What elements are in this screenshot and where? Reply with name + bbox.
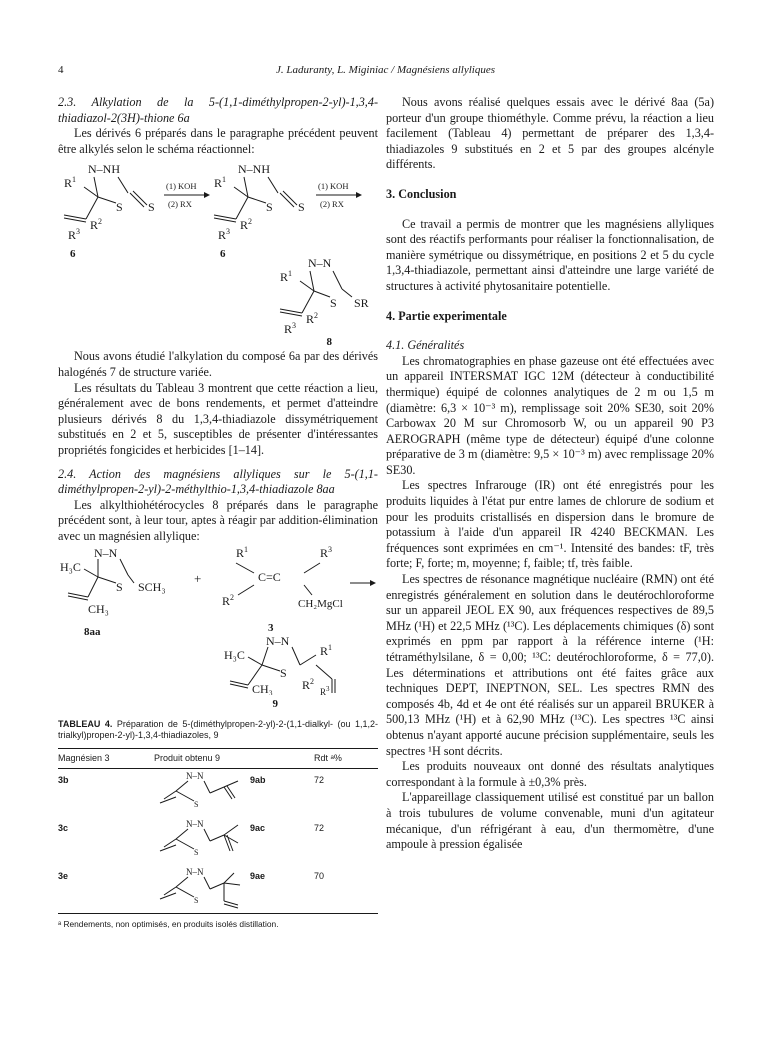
column-header: Produit obtenu 9: [154, 748, 314, 769]
yield-cell: 70: [314, 871, 325, 882]
plus-sign: +: [194, 570, 202, 586]
section-4-title: 4. Partie experimentale: [386, 308, 507, 323]
compound-label-8aa: 8aa: [84, 625, 101, 638]
r3-label: $R^3$: [284, 321, 297, 336]
n-nh-label: N–NH: [88, 162, 120, 177]
bond: [262, 665, 280, 671]
s-label: S: [194, 800, 199, 810]
bond: [268, 177, 278, 193]
r1-label: $R^1$: [236, 544, 249, 560]
section-2-3-title: 2.3. Alkylation de la 5-(1,1-diméthylpropen-2-yl)-1,3,4-thiadiazol-2(3H)-thione 6a: [58, 95, 378, 125]
r3-label: $R^3$: [68, 227, 81, 243]
bond: [176, 877, 188, 887]
yield-cell: 72: [314, 823, 325, 834]
s-label: S: [194, 848, 199, 858]
reaction-arrow-2: [316, 181, 362, 209]
bond: [314, 291, 330, 297]
bond: [98, 577, 116, 583]
paragraph: Les résultats du Tableau 3 montrent que cette réaction a lieu, généralement avec de bons rendements, et permet d'atteindre plusieurs dérivés 8 du 1,3,4-thiadiazole dissymétriquement substitués en 2 et 5, susceptibles de présenter d'intéressantes propriétés fongicides et herbicides [1–14].: [58, 380, 378, 457]
ch3-label: CH₃: [88, 601, 109, 616]
bond: [210, 883, 224, 889]
page-number: 4: [58, 64, 64, 76]
n-n-label: N–N: [186, 771, 204, 782]
paragraph: Nous avons réalisé quelques essais avec le dérivé 8aa (5a) porteur d'un groupe thiométhyle. Comme prévu, la réaction a lieu facilement (Tableau 4) permettant de préparer des 1,3,4-thiadiazoles 9 substitués en 2 et 5 par des groupes alcényle différents.: [386, 95, 714, 172]
sch3-label: SCH₃: [138, 579, 166, 594]
bond: [210, 787, 224, 793]
s-exo-label: S: [148, 200, 155, 215]
bond: [88, 577, 98, 597]
s-label: S: [194, 896, 199, 906]
product-cell: [154, 861, 314, 914]
step-koh: (1) KOH: [318, 181, 349, 192]
r3-label: $R^3$: [320, 684, 330, 695]
r2-label: $R^2$: [302, 676, 315, 692]
bond: [224, 781, 238, 787]
bond: [248, 657, 262, 665]
molecule-8: [280, 256, 369, 335]
bond: [236, 563, 254, 573]
table-footnote-row: [58, 914, 378, 933]
bond: [224, 787, 232, 799]
paragraph: Les dérivés 6 préparés dans le paragraphe précédent peuvent être alkylés selon le schéma réactionnel:: [58, 126, 378, 156]
product-label: 9ac: [250, 823, 266, 834]
bond: [316, 665, 332, 679]
molecule-6-right: [214, 162, 305, 242]
compound-label-3: 3: [268, 621, 274, 634]
compound-label-8: 8: [326, 336, 332, 349]
bond: [262, 647, 268, 665]
n-n-label: N–N: [94, 545, 118, 560]
product-label: 9ae: [250, 871, 266, 882]
running-head: J. Laduranty, L. Miginiac / Magnésiens allyliques: [275, 64, 496, 76]
paragraph: Les spectres Infrarouge (IR) ont été enregistrés pour les produits liquides à l'état pur entre lames de chlorure de sodium et pour les produits cristallisés en dispersion dans le bromure de potassium à l'aide d'un appareil IR 4240 BECKMAN. Les fréquences sont exprimées en cm⁻¹. Intensité des bandes: tF, très forte; F, forte; m, moyenne; f, faible; tf, très faible.: [386, 478, 714, 571]
n-nh-label: N–NH: [238, 162, 270, 177]
paragraph: Les alkylthiohétérocycles 8 préparés dans le paragraphe précédent sont, à leur tour, aptes à réagir par addition-élimination avec un magnésien allylique:: [58, 497, 378, 543]
product-label: 9ab: [250, 775, 266, 786]
s-label: S: [116, 579, 123, 594]
bond: [227, 835, 233, 851]
paragraph: Les spectres de résonance magnétique nucléaire (RMN) ont été enregistrés généralement en solution dans le deutérochloroforme sur un appareil JEOL EX 90, aux fréquences respectives de 89,5 MHz (¹H) et 22,5 MHz (¹³C). Les déplacements chimiques (δ) sont exprimés en ppm par rapport à la référence interne (¹H: tétraméthylsilane, δ = 0,00; ¹³C: deutérochloroforme, δ = 77,0). Les déterminations et attributions ont été faites grâce aux techniques DEPT, INEPTNON, SEL. Les spectres RMN des composés 4b, 4d et 4e ont été réalisés sur un appareil BRUKER à 500,13 MHz (¹H) et à 62,90 MHz (¹³C). Les spectres ¹³C ainsi obtenus n'ayant apporté aucune précision supplémentaire, seuls les spectres ¹H sont décrits.: [386, 572, 714, 758]
molecule-8aa: [60, 546, 166, 616]
r2-label: $R^2$: [306, 311, 319, 327]
h3c-label: H₃C: [224, 647, 245, 662]
column-header: Magnésien 3: [58, 748, 154, 769]
n-n-label: N–N: [266, 633, 290, 648]
arrow-head: [370, 580, 376, 586]
bond: [227, 786, 235, 798]
s-label: S: [116, 200, 123, 215]
h3c-label: H₃C: [60, 559, 81, 574]
ch2mgcl-label: CH₂MgCl: [298, 597, 343, 610]
right-column: [386, 95, 714, 853]
scheme-1-drawing: [58, 157, 378, 335]
bond: [224, 873, 234, 883]
molecule-9: [224, 634, 335, 695]
table-row: [58, 813, 378, 861]
r1-label: $R^1$: [214, 175, 227, 191]
bond: [160, 797, 176, 803]
bond: [204, 877, 210, 889]
r2-label: $R^2$: [240, 217, 253, 233]
product-structure: [154, 817, 244, 861]
bond: [333, 271, 342, 289]
table-header-row: [58, 748, 378, 769]
magnesien-cell: 3c: [58, 823, 69, 834]
product-structure: [154, 769, 244, 813]
bond: [98, 197, 116, 203]
r2-label: $R^2$: [90, 217, 103, 233]
s-label: S: [280, 665, 287, 680]
bond: [300, 655, 316, 665]
bond: [176, 887, 194, 897]
n-n-label: N–N: [186, 867, 204, 878]
bond: [236, 197, 248, 219]
s-label: S: [266, 200, 273, 215]
step-rx: (2) RX: [168, 199, 192, 210]
arrow-head: [356, 192, 362, 198]
bond: [238, 585, 254, 595]
bond: [224, 825, 238, 835]
paragraph: L'appareillage classiquement utilisé est constitué par un ballon à trois tubulures de volume convenable, muni d'un agitateur mécanique, d'un réfrigérant à eau, d'un thermomètre, d'une ampoule à pression égalisée: [386, 790, 714, 852]
r3-label: $R^3$: [320, 544, 333, 560]
reaction-arrow-1: [164, 181, 210, 209]
r1-label: $R^1$: [280, 269, 293, 285]
bond: [224, 883, 240, 885]
bond: [248, 197, 266, 203]
bond: [176, 791, 194, 801]
paragraph: Nous avons étudié l'alkylation du composé 6a par des dérivés halogénés 7 de structure variée.: [58, 349, 378, 379]
yield-cell: 72: [314, 775, 325, 786]
bond: [160, 893, 176, 899]
arrow-head: [204, 192, 210, 198]
reaction-arrow-3: [350, 580, 376, 586]
step-rx: (2) RX: [320, 199, 344, 210]
bond: [86, 197, 98, 219]
step-koh: (1) KOH: [166, 181, 197, 192]
r3-label: $R^3$: [218, 227, 231, 243]
bond: [118, 177, 128, 193]
c-c-label: C=C: [258, 569, 281, 584]
scheme-2-drawing: [58, 545, 378, 695]
bond: [160, 845, 176, 851]
product-structure: [154, 865, 244, 909]
bond: [204, 829, 210, 841]
bond: [304, 563, 320, 573]
bond: [176, 781, 188, 791]
product-cell: [154, 769, 314, 814]
magnesien-cell: 3e: [58, 871, 69, 882]
bond: [210, 835, 224, 841]
section-4-1-title: 4.1. Généralités: [386, 338, 465, 353]
table-row: [58, 769, 378, 814]
table-footnote: ᵃ Rendements, non optimisés, en produits isolés distillation.: [58, 914, 378, 933]
table-4-grid: [58, 748, 378, 933]
bond: [176, 829, 188, 839]
table-row: [58, 861, 378, 914]
section-3-title: 3. Conclusion: [386, 186, 457, 201]
sr-label: SR: [354, 296, 369, 311]
paragraph: Ce travail a permis de montrer que les magnésiens allyliques sont des réactifs performants pour réaliser la fonctionnalisation, de manière symétrique ou dissymétrique, en positions 2 et 5 du cycle 1,3,4-thiadiazole, permettant ainsi d'atteindre une large variété de structures à activité phytosanitaire potentielle.: [386, 216, 714, 293]
bond: [84, 569, 98, 577]
reaction-scheme-alkylation: [58, 157, 378, 349]
table-caption: TABLEAU 4. Préparation de 5-(diméthylpropen-2-yl)-2-(1,1-dialkyl- (ou 1,1,2-trialkyl)propen-2-yl)-1,3,4-thiadiazoles, 9: [58, 718, 378, 740]
section-2-4-title: 2.4. Action des magnésiens allyliques sur le 5-(1,1-diméthylpropen-2-yl)-2-méthylthio-1,3,4-thiadiazole 8aa: [58, 466, 378, 497]
r1-label: $R^1$: [320, 642, 333, 658]
ch3-label: CH₃: [252, 681, 273, 695]
s-label: S: [330, 296, 337, 311]
compound-label-6: 6: [70, 248, 76, 261]
bond: [302, 291, 314, 313]
bond: [204, 781, 210, 793]
molecule-6-left: [64, 162, 155, 242]
reaction-scheme-grignard: [58, 545, 378, 715]
column-header: Rdt ᵃ%: [314, 748, 378, 769]
r2-label: $R^2$: [222, 592, 235, 608]
product-cell: [154, 813, 314, 861]
table-4: [58, 719, 378, 933]
n-n-label: N–N: [186, 819, 204, 830]
compound-label-6: 6: [220, 248, 226, 261]
bond: [120, 559, 128, 575]
paragraph: Les produits nouveaux ont donné des résultats analytiques correspondant à la formule à ±0,3% près.: [386, 759, 714, 789]
bond: [128, 575, 134, 583]
compound-label-9: 9: [272, 697, 278, 710]
s-exo-label: S: [298, 200, 305, 215]
allyl-grignard-3: [222, 545, 343, 610]
left-column: [58, 95, 378, 933]
bond: [292, 647, 300, 665]
magnesien-cell: 3b: [58, 775, 69, 786]
bond: [304, 585, 312, 595]
bond: [176, 839, 194, 849]
r1-label: $R^1$: [64, 175, 77, 191]
paragraph: Les chromatographies en phase gazeuse ont été effectuées avec un appareil INTERSMAT IGC 12M (détecteur à conductibilité thermique) équipé de colonnes analytiques de 2 m ou 1,5 m (diamètre: 6,3 × 10⁻³ m), remplissage soit 20% SE30, soit 20% Carbowax 20 M sur Chromosorb W, ou un appareil 90 P3 AEROGRAPH (même type de détecteur) équipé d'une colonne préparative de 3 m (diamètre: 9,5 × 10⁻³ m) avec remplissage 20% SE30.: [386, 353, 714, 477]
n-n-label: N–N: [308, 256, 332, 271]
bond: [342, 289, 352, 297]
